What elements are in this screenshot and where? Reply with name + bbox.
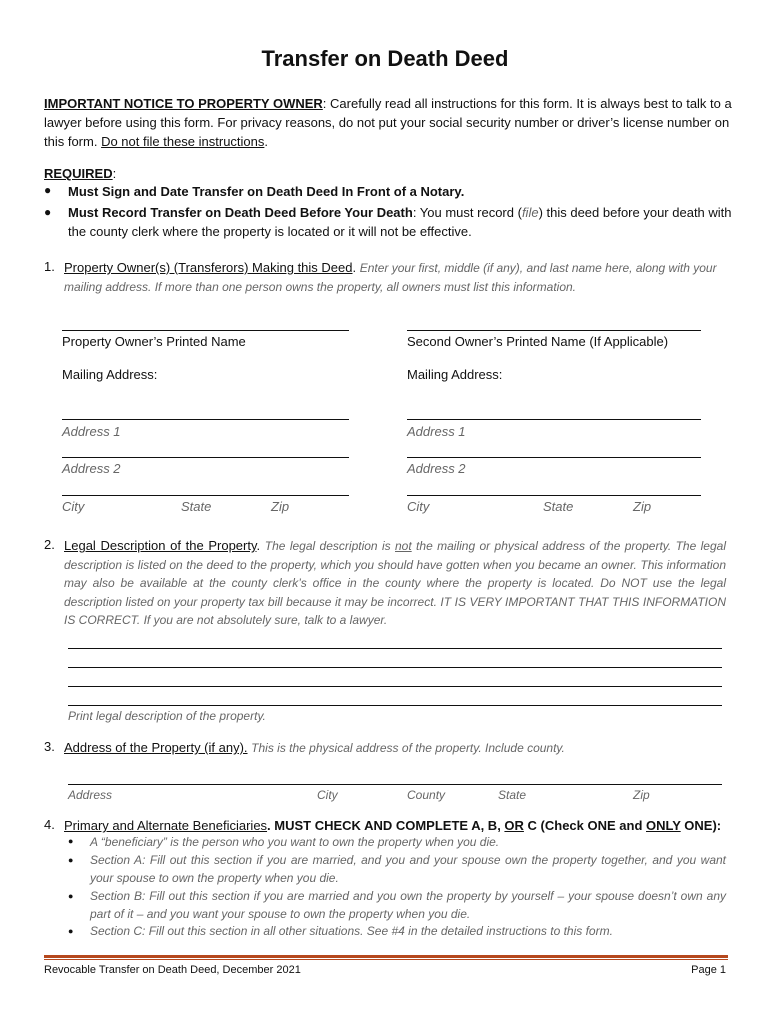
- section-4-instr-b: C (Check ONE and: [523, 818, 646, 833]
- section-4-number: 4.: [44, 817, 55, 832]
- section-4-instr-or: OR: [504, 818, 524, 833]
- section-3-hint: This is the physical address of the property. Include county.: [251, 741, 565, 755]
- footer-rule-thin: [44, 959, 728, 960]
- owner2-address1-label: Address 1: [407, 424, 466, 439]
- owner2-mailing-label: Mailing Address:: [407, 367, 503, 382]
- owner2-city-label: City: [407, 499, 430, 514]
- required-item-1: [68, 182, 734, 201]
- section-4-heading: Primary and Alternate Beneficiaries: [64, 818, 268, 833]
- section-3-header: [64, 739, 726, 758]
- owner2-citystatezip-line[interactable]: [407, 495, 701, 496]
- section-4-header: [64, 817, 730, 835]
- owner1-address1-label: Address 1: [62, 424, 121, 439]
- notice-do-not-file: Do not file these instructions: [101, 134, 265, 149]
- section-1-heading: Property Owner(s) (Transferors) Making this Deed: [64, 260, 353, 275]
- section-2-heading: Legal Description of the Property: [64, 538, 257, 553]
- owner2-address1-line[interactable]: [407, 419, 701, 420]
- property-zip-label: Zip: [633, 788, 650, 802]
- bullet-icon: ●: [68, 836, 74, 846]
- bullet-icon: ●: [68, 855, 74, 865]
- bullet-icon: ●: [68, 926, 74, 936]
- legal-description-line-2[interactable]: [68, 667, 722, 668]
- section-2-hint-a: The legal description is: [264, 539, 395, 553]
- page-number: Page 1: [691, 964, 726, 976]
- legal-description-line-3[interactable]: [68, 686, 722, 687]
- section-2-hint-not: not: [395, 539, 412, 553]
- property-city-label: City: [317, 788, 338, 802]
- owner1-address1-line[interactable]: [62, 419, 349, 420]
- required-item-2-file: file: [521, 205, 539, 220]
- section-3-heading: Address of the Property (if any).: [64, 740, 248, 755]
- section-4-bullet-2: Section A: Fill out this section if you are married, and you and your spouse own the property together, and you want your spouse to own the property when you die.: [90, 853, 726, 885]
- notice-body: : Carefully read all instructions for this form. It is always best to talk to a lawyer before using this form. For privacy reasons, do not put your social security number or driver’s license number on this form.: [44, 96, 732, 149]
- section-4-instr-a: . MUST CHECK AND COMPLETE A, B,: [267, 818, 505, 833]
- legal-description-line-1[interactable]: [68, 648, 722, 649]
- owner2-name-label: Second Owner’s Printed Name (If Applicable): [407, 334, 669, 349]
- owner1-zip-label: Zip: [271, 499, 290, 514]
- owner1-name-label: Property Owner’s Printed Name: [62, 334, 246, 349]
- section-1-header: Property Owner(s) (Transferors) Making this Deed. Enter your first, middle (if any), and last name here, along with your mailing address. If more than one person owns the property, all owners must list this information.: [64, 260, 717, 294]
- section-2-number: 2.: [44, 537, 55, 552]
- owner2-name-line[interactable]: [407, 330, 701, 331]
- bullet-icon: ●: [44, 183, 52, 197]
- owner1-mailing-label: Mailing Address:: [62, 367, 158, 382]
- section-4-instr-c: ONE):: [680, 818, 722, 833]
- section-2-hint-b: the mailing or physical address of the property. The legal description is listed on the deed to the property, which you should have gotten when you became an owner. This information may also be available at the county clerk’s office in the county where the property is located. Do NOT use the legal description listed on your property tax bill because it may be incorrect. IT IS VERY IMPORTANT THAT THIS INFORMATION IS CORRECT. If you are not absolutely sure, talk to a lawyer.: [64, 539, 726, 627]
- important-notice: [44, 94, 734, 151]
- owner1-address2-line[interactable]: [62, 457, 349, 458]
- required-item-2-bold: Must Record Transfer on Death Deed Before Your Death: [68, 205, 413, 220]
- section-4-bullet-4: Section C: Fill out this section in all other situations. See #4 in the detailed instructions to this form.: [90, 924, 613, 938]
- owner1-state-label: State: [181, 499, 212, 514]
- required-item-2-text-b: ) this deed before your death with the county clerk where the property is located or it will not be effective.: [68, 205, 732, 239]
- bullet-icon: ●: [44, 205, 52, 219]
- legal-description-line-4[interactable]: [68, 705, 722, 706]
- footer-rule: [44, 955, 728, 958]
- property-address-label: Address: [68, 788, 113, 802]
- section-1-hint: Enter your first, middle (if any), and last name here, along with your mailing address. If more than one person owns the property, all owners must list this information.: [64, 261, 717, 294]
- notice-heading: IMPORTANT NOTICE TO PROPERTY OWNER: [44, 96, 323, 111]
- required-item-1-text: Must Sign and Date Transfer on Death Deed In Front of a Notary.: [68, 184, 465, 199]
- required-item-2-text-a: : You must record (: [412, 205, 522, 220]
- owner1-citystatezip-line[interactable]: [62, 495, 349, 496]
- section-4-bullet-1: A “beneficiary” is the person who you want to own the property when you die.: [90, 835, 500, 849]
- section-1-number: 1.: [44, 259, 55, 274]
- owner2-address2-line[interactable]: [407, 457, 701, 458]
- property-county-label: County: [407, 788, 446, 802]
- owner2-state-label: State: [543, 499, 574, 514]
- owner1-address2-label: Address 2: [62, 461, 121, 476]
- footer-title: Revocable Transfer on Death Deed, December 2021: [44, 964, 301, 976]
- property-address-line[interactable]: [68, 784, 722, 785]
- required-item-2: [68, 203, 734, 241]
- notice-end: .: [264, 134, 269, 149]
- section-4-instr-only: ONLY: [646, 818, 681, 833]
- required-heading-row: REQUIRED:: [44, 166, 117, 181]
- legal-description-label: Print legal description of the property.: [68, 709, 266, 723]
- required-heading: REQUIRED: [44, 166, 113, 181]
- property-state-label: State: [498, 788, 527, 802]
- owner1-city-label: City: [62, 499, 85, 514]
- owner2-zip-label: Zip: [633, 499, 652, 514]
- owner2-address2-label: Address 2: [407, 461, 466, 476]
- section-2-header: Legal Description of the Property. The legal description is not the mailing or physical address of the property. The legal description is listed on the deed to the property, which you should have gotten when you became an owner. This information may also be available at the county clerk’s office in the county where the property is located. Do NOT use the legal description listed on your property tax bill because it may be incorrect. IT IS VERY IMPORTANT THAT THIS INFORMATION IS CORRECT. If you are not absolutely sure, talk to a lawyer.: [64, 538, 726, 627]
- owner1-name-line[interactable]: [62, 330, 349, 331]
- bullet-icon: ●: [68, 891, 74, 901]
- section-4-bullet-3: Section B: Fill out this section if you are married and you own the property by yourself – your spouse doesn’t own any part of it – and you want your spouse to own the property when you die.: [90, 889, 726, 921]
- page-title: Transfer on Death Deed: [261, 46, 509, 71]
- section-3-number: 3.: [44, 739, 55, 754]
